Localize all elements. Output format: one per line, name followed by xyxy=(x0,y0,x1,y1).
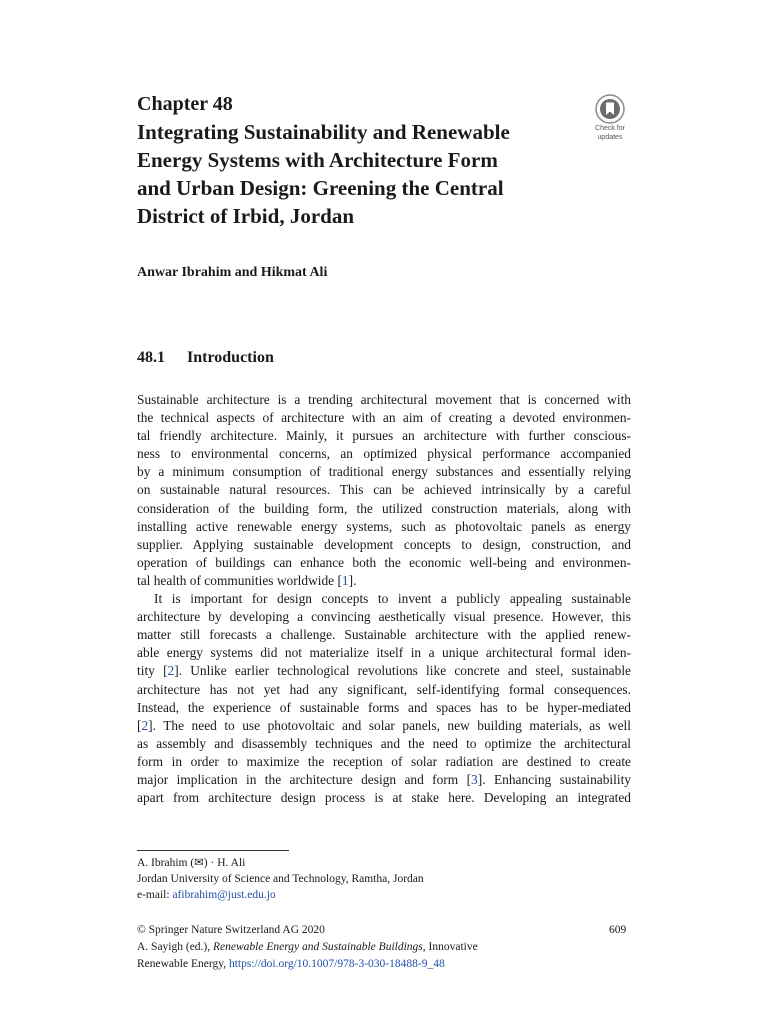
authors: Anwar Ibrahim and Hikmat Ali xyxy=(137,265,328,280)
body-line: tal health of communities worldwide [1]. xyxy=(137,572,357,588)
citation-line xyxy=(137,939,631,956)
citation-ref-link[interactable]: 2 xyxy=(167,663,175,679)
section-number: 48.1 xyxy=(137,349,165,366)
badge-text-line2: updates xyxy=(597,134,623,141)
chapter-title-line: and Urban Design: Greening the Central xyxy=(137,176,504,200)
footnote-divider xyxy=(137,850,289,851)
citation-ref-link[interactable]: 2 xyxy=(141,717,149,733)
body-line: able energy systems did not materialize itself in a unique architectural formal iden- xyxy=(137,645,631,661)
chapter-label: Chapter 48 xyxy=(137,93,233,115)
body-line: [2]. The need to use photovoltaic and solar panels, new building materials, as well xyxy=(137,717,631,733)
body-line: architecture has not yet had any significant, self-identifying formal consequences. xyxy=(137,681,631,697)
copyright-block xyxy=(137,922,631,973)
body-line: consideration of the building form, the utilized construction materials, along with xyxy=(137,500,631,516)
body-line: on sustainable natural resources. This can be achieved intrinsically by a careful xyxy=(137,482,631,498)
email-link[interactable]: afibrahim@just.edu.jo xyxy=(172,889,276,901)
citation-series: , Innovative xyxy=(422,941,478,953)
body-line: installing active renewable energy systems, such as photovoltaic panels as energy xyxy=(137,518,631,534)
body-line: matter still forecasts a challenge. Sustainable architecture with the applied renew- xyxy=(137,627,631,643)
chapter-title-line: District of Irbid, Jordan xyxy=(137,204,354,228)
footnote-email-line xyxy=(137,887,424,903)
book-title: Renewable Energy and Sustainable Buildings xyxy=(213,941,423,953)
doi-link[interactable]: https://doi.org/10.1007/978-3-030-18488-9_48 xyxy=(228,958,445,970)
body-line: form in order to maximize the reception of solar radiation are destined to create xyxy=(137,753,631,769)
body-line: Sustainable architecture is a trending architectural movement that is concerned with xyxy=(137,392,631,407)
chapter-title-line: Integrating Sustainability and Renewable xyxy=(137,120,510,144)
copyright-line: © Springer Nature Switzerland AG 2020 xyxy=(137,924,325,936)
footnote-affiliation: Jordan University of Science and Technology, Ramtha, Jordan xyxy=(137,873,424,885)
body-line: architecture by developing a convincing aesthetically visual presence. However, this xyxy=(137,609,631,625)
body-line: by a minimum consumption of traditional energy substances and essentially relying xyxy=(137,464,631,480)
series-name: Renewable Energy, xyxy=(137,958,229,970)
section-title: Introduction xyxy=(187,349,274,366)
badge-text-line1: Check for xyxy=(595,125,625,132)
bookmark-check-icon xyxy=(595,94,625,124)
body-line: major implication in the architecture design and form [3]. Enhancing sustainability xyxy=(137,771,632,787)
body-line: supplier. Applying sustainable development concepts to design, construction, and xyxy=(137,536,631,552)
body-line: ness to environmental concerns, an optimized physical performance accompanied xyxy=(137,446,631,462)
email-label: e-mail: xyxy=(137,889,173,901)
page-number: 609 xyxy=(609,924,627,936)
section-heading xyxy=(137,347,274,369)
footnote xyxy=(137,855,424,903)
body-paragraphs xyxy=(137,391,631,807)
chapter-title xyxy=(137,118,577,230)
body-line: tal friendly architecture. Mainly, it pursues an architecture with further conscious- xyxy=(137,428,631,444)
footnote-authors: A. Ibrahim (✉) · H. Ali xyxy=(137,857,246,869)
citation-ref-link[interactable]: 3 xyxy=(471,771,478,787)
body-line: the technical aspects of architecture with an aim of creating a devoted environmen- xyxy=(137,410,631,426)
body-line: operation of buildings can enhance both the economic well-being and environmen- xyxy=(137,554,631,570)
body-line: It is important for design concepts to invent a publicly appealing sustainable xyxy=(154,591,631,607)
body-line: apart from architecture design process is at stake here. Developing an integrated xyxy=(137,790,631,806)
body-line: tity [2]. Unlike earlier technological revolutions like concrete and steel, sustainable xyxy=(137,663,631,679)
chapter-title-line: Energy Systems with Architecture Form xyxy=(137,148,498,172)
doi-line xyxy=(137,956,631,973)
citation-ref-link[interactable]: 1 xyxy=(341,572,349,588)
citation-editor: A. Sayigh (ed.), xyxy=(137,941,214,953)
body-line: Instead, the experience of sustainable forms and spaces has to be hyper-mediated xyxy=(137,699,631,715)
body-line: as assembly and disassembly techniques and the need to optimize the architectural xyxy=(137,735,631,751)
check-for-updates-badge[interactable] xyxy=(588,94,632,142)
